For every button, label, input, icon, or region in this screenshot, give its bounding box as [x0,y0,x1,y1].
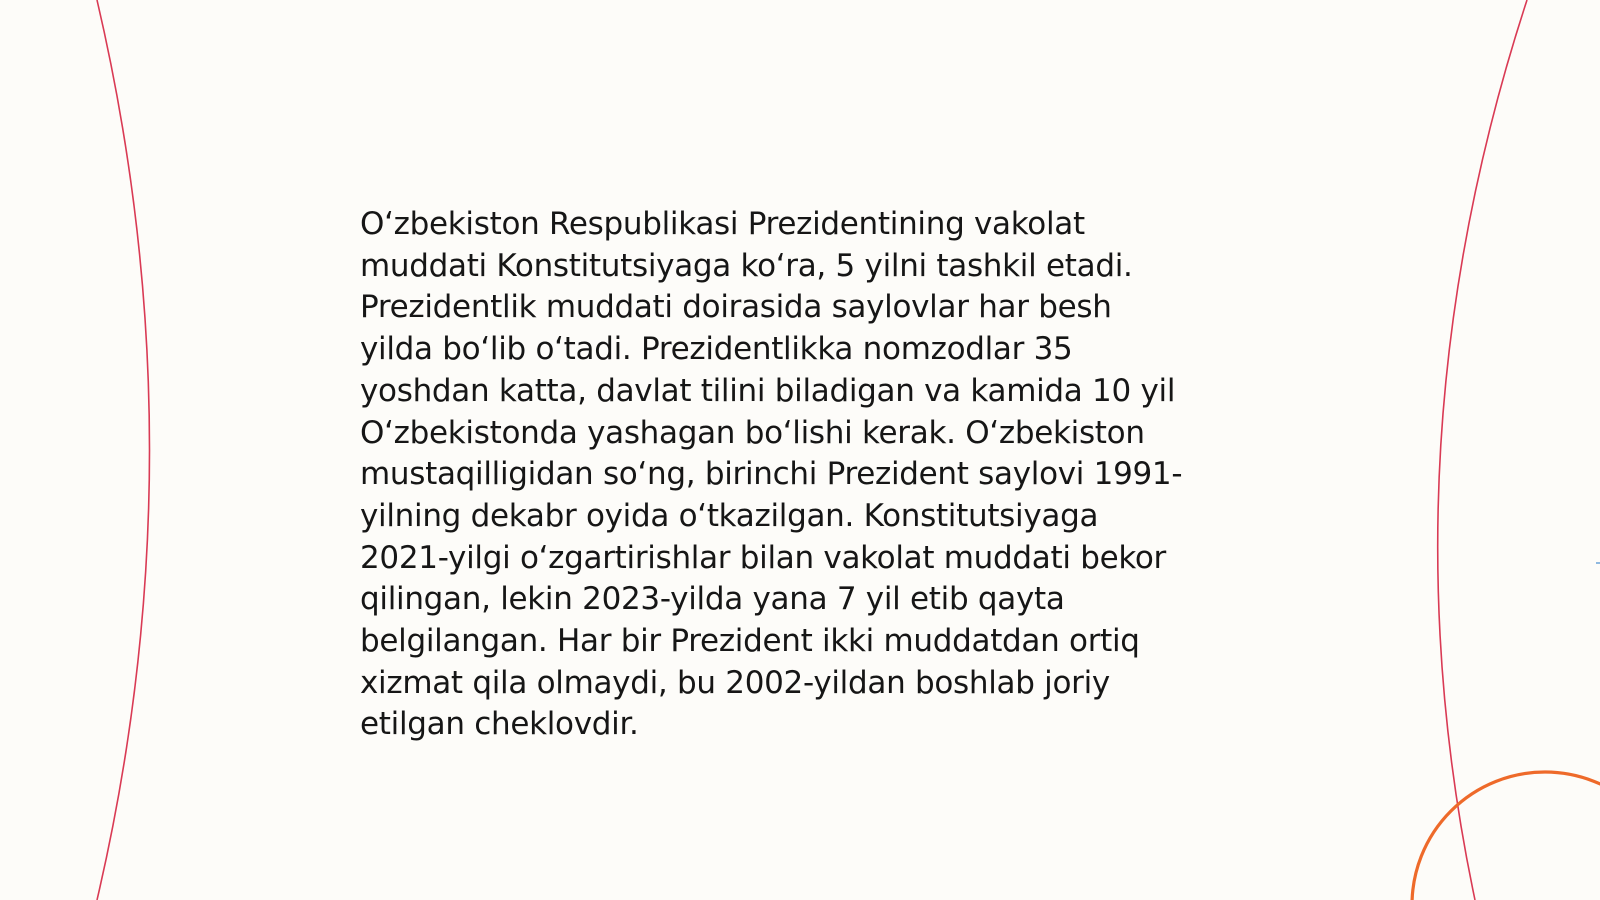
body-line: O‘zbekiston Respublikasi Prezidentining vakolat [360,206,1085,242]
body-text [360,204,1240,746]
body-line: etilgan cheklovdir. [360,706,639,743]
body-line: yilda bo‘lib o‘tadi. Prezidentlikka nomzodlar 35 [360,331,1073,368]
body-line: xizmat qila olmaydi, bu 2002-yildan boshlab joriy [360,664,1110,701]
body-line: qilingan, lekin 2023-yilda yana 7 yil etib qayta [360,581,1065,618]
body-line: O‘zbekistonda yashagan bo‘lishi kerak. O‘zbekiston [360,414,1145,451]
left-arc [97,0,150,900]
body-line: muddati Konstitutsiyaga ko‘ra, 5 yilni tashkil etadi. [360,247,1133,284]
body-line: yilning dekabr oyida o‘tkazilgan. Konstitutsiyaga [360,497,1099,534]
body-line: belgilangan. Har bir Prezident ikki muddatdan ortiq [360,623,1140,660]
right-arc [1438,0,1527,900]
body-line: Prezidentlik muddati doirasida saylovlar har besh [360,289,1112,326]
body-line: yoshdan katta, davlat tilini biladigan va kamida 10 yil [360,372,1176,409]
body-line: mustaqilligidan so‘ng, birinchi Prezident saylovi 1991- [360,456,1183,493]
body-line: 2021-yilgi o‘zgartirishlar bilan vakolat muddati bekor [360,539,1166,576]
corner-circle [1412,772,1600,900]
